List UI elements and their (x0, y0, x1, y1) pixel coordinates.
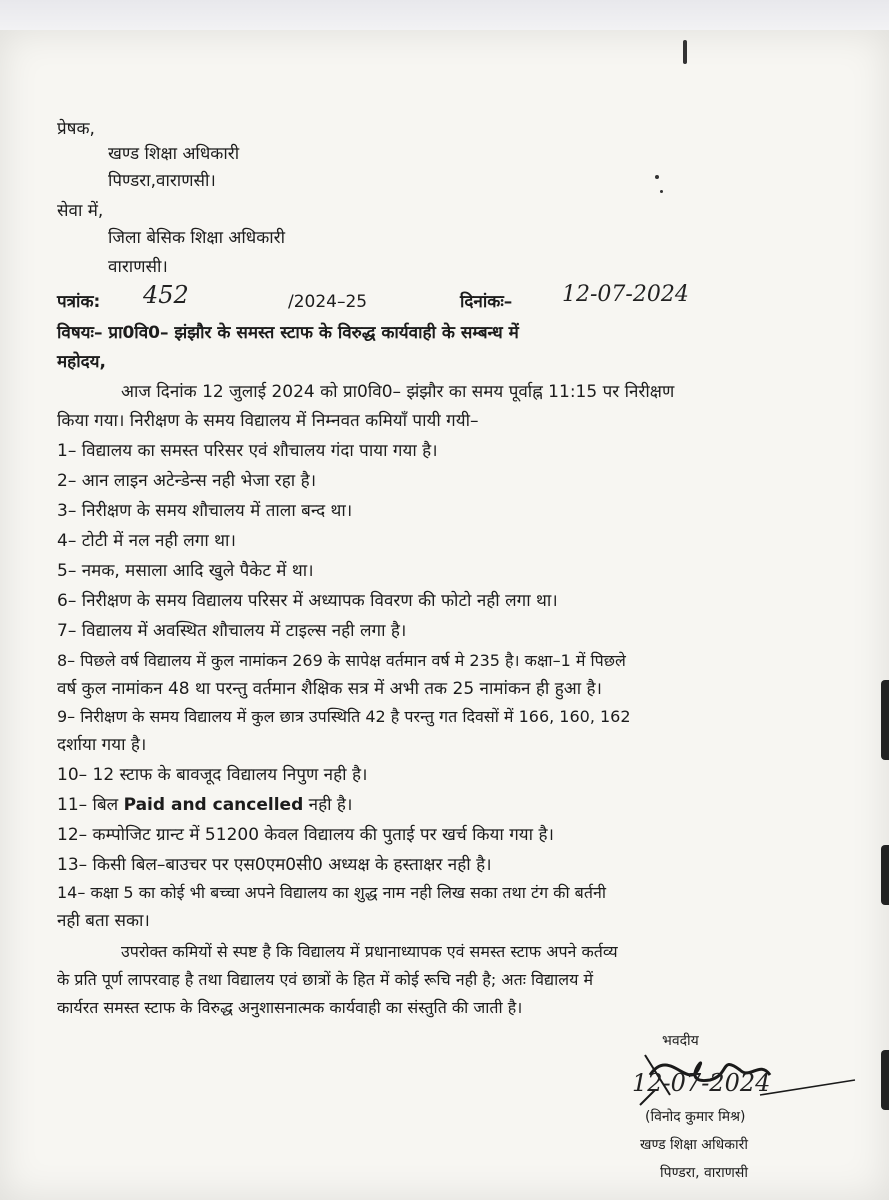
point-12: 12– कम्पोजिट ग्रान्ट में 51200 केवल विद्यालय की पुताई पर खर्च किया गया है। (57, 825, 554, 845)
recipient-designation: जिला बेसिक शिक्षा अधिकारी (108, 228, 286, 248)
sender-location: पिण्डरा,वाराणसी। (108, 171, 216, 191)
sender-label: प्रेषक, (57, 119, 95, 139)
conclusion-line-2: के प्रति पूर्ण लापरवाह है तथा विद्यालय एवं छात्रों के हित में कोई रूचि नही है; अतः विद्यालय में (57, 970, 594, 989)
page-edge-shadow (881, 680, 889, 760)
patrank-number: 452 (143, 281, 189, 309)
point-5: 5– नमक, मसाला आदि खुले पैकेट में था। (57, 561, 314, 581)
point-8-line-1: 8– पिछले वर्ष विद्यालय में कुल नामांकन 269 के सापेक्ष वर्तमान वर्ष मे 235 है। कक्षा–1 में पिछले (57, 651, 626, 670)
point-7: 7– विद्यालय में अवस्थित शौचालय में टाइल्स नही लगा है। (57, 621, 407, 641)
paper-mark (683, 40, 687, 64)
point-14-line-2: नही बता सका। (57, 911, 150, 931)
point-9-line-1: 9– निरीक्षण के समय विद्यालय में कुल छात्र उपस्थिति 42 है परन्तु गत दिवसों में 166, 160, 162 (57, 707, 631, 726)
letter-page (0, 30, 889, 1200)
point-11-prefix: 11– बिल (57, 795, 124, 815)
patrank-label: पत्रांक: (57, 292, 101, 312)
point-8-line-2: वर्ष कुल नामांकन 48 था परन्तु वर्तमान शैक्षिक सत्र में अभी तक 25 नामांकन ही हुआ है। (57, 679, 602, 699)
subject-line: विषयः– प्रा0वि0– झंझौर के समस्त स्टाफ के विरुद्ध कार्यवाही के सम्बन्ध में (57, 323, 519, 343)
recipient-label: सेवा में, (57, 201, 104, 221)
point-10: 10– 12 स्टाफ के बावजूद विद्यालय निपुण नही है। (57, 765, 368, 785)
page-edge-shadow (881, 1050, 889, 1110)
point-11 (57, 794, 352, 816)
date-label: दिनांकः– (460, 292, 513, 312)
conclusion-line-3: कार्यरत समस्त स्टाफ के विरुद्ध अनुशासनात्मक कार्यवाही का संस्तुति की जाती है। (57, 998, 523, 1017)
sender-designation: खण्ड शिक्षा अधिकारी (108, 144, 240, 164)
paper-mark (660, 190, 663, 193)
paper-mark (655, 175, 659, 179)
signatory-designation: खण्ड शिक्षा अधिकारी (640, 1137, 748, 1153)
date-value: 12-07-2024 (562, 282, 689, 307)
point-11-english: Paid and cancelled (123, 795, 304, 815)
point-11-suffix: नही है। (303, 795, 353, 815)
intro-line-2: किया गया। निरीक्षण के समय विद्यालय में निम्नवत कमियाँ पायी गयी– (57, 411, 479, 431)
conclusion-line-1: उपरोक्त कमियों से स्पष्ट है कि विद्यालय में प्रधानाध्यापक एवं समस्त स्टाफ अपने कर्तव्य (121, 942, 618, 961)
point-4: 4– टोटी में नल नही लगा था। (57, 531, 236, 551)
point-6: 6– निरीक्षण के समय विद्यालय परिसर में अध्यापक विवरण की फोटो नही लगा था। (57, 591, 558, 611)
point-3: 3– निरीक्षण के समय शौचालय में ताला बन्द था। (57, 501, 353, 521)
point-1: 1– विद्यालय का समस्त परिसर एवं शौचालय गंदा पाया गया है। (57, 441, 438, 461)
intro-line-1: आज दिनांक 12 जुलाई 2024 को प्रा0वि0– झंझौर का समय पूर्वाह्न 11:15 पर निरीक्षण (121, 382, 675, 402)
photo-top-border (0, 0, 889, 30)
point-13: 13– किसी बिल–बाउचर पर एस0एम0सी0 अध्यक्ष के हस्ताक्षर नही है। (57, 855, 492, 875)
salutation: महोदय, (57, 352, 106, 372)
point-14-line-1: 14– कक्षा 5 का कोई भी बच्चा अपने विद्यालय का शुद्ध नाम नही लिख सका तथा टंग की बर्तनी (57, 883, 606, 902)
closing-bhavdiya: भवदीय (662, 1033, 699, 1049)
signature-date: 12-07-2024 (632, 1069, 771, 1097)
point-9-line-2: दर्शाया गया है। (57, 735, 147, 755)
signatory-name: (विनोद कुमार मिश्र) (645, 1109, 746, 1125)
point-2: 2– आन लाइन अटेन्डेन्स नही भेजा रहा है। (57, 471, 317, 491)
recipient-location: वाराणसी। (108, 257, 168, 277)
session-year: /2024–25 (288, 292, 368, 312)
page-edge-shadow (881, 845, 889, 905)
signatory-place: पिण्डरा, वाराणसी (660, 1165, 748, 1181)
